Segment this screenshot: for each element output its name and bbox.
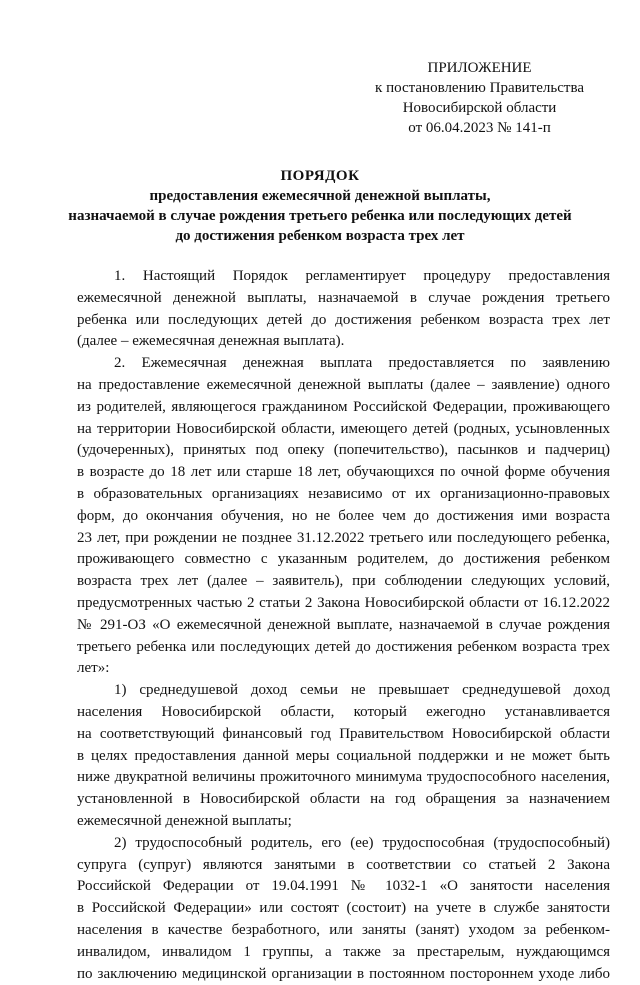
paragraph-line: в образовательных организациях независимо от их организационно-правовых bbox=[77, 484, 610, 506]
paragraph-line: проживающего совместно с указанным родителем, до достижения ребенком bbox=[77, 549, 610, 571]
paragraph-line: 23 лет, при рождении не позднее 31.12.2022 третьего или последующего ребенка, bbox=[77, 528, 610, 550]
paragraph-line: в целях предоставления данной меры социальной поддержки и не может быть bbox=[77, 746, 610, 768]
paragraph-line: на предоставление ежемесячной денежной выплаты (далее – заявление) одного bbox=[77, 375, 610, 397]
paragraph bbox=[77, 266, 610, 353]
paragraph-line: супруга (супруг) являются занятыми в соответствии со статьей 2 Закона bbox=[77, 855, 610, 877]
paragraph-line: № 291-ОЗ «О ежемесячной денежной выплате, назначаемой в случае рождения bbox=[77, 615, 610, 637]
paragraph-line: (далее – ежемесячная денежная выплата). bbox=[77, 331, 610, 353]
paragraph-line: ежемесячной денежной выплаты, назначаемой в случае рождения третьего bbox=[77, 288, 610, 310]
paragraph-line: из родителей, являющегося гражданином Российской Федерации, проживающего bbox=[77, 397, 610, 419]
paragraph-line: форм, до окончания обучения, но не более чем до достижения ими возраста bbox=[77, 506, 610, 528]
paragraph-line: населения Новосибирской области, который ежегодно устанавливается bbox=[77, 702, 610, 724]
appendix-title: ПРИЛОЖЕНИЕ bbox=[375, 58, 584, 78]
paragraph bbox=[77, 353, 610, 680]
document-body bbox=[77, 266, 610, 985]
paragraph bbox=[77, 680, 610, 833]
paragraph-line: предусмотренных частью 2 статьи 2 Закона Новосибирской области от 16.12.2022 bbox=[77, 593, 610, 615]
paragraph-line: Российской Федерации от 19.04.1991 № 1032-1 «О занятости населения bbox=[77, 876, 610, 898]
document-subtitle-line: до достижения ребенком возраста трех лет bbox=[40, 226, 600, 246]
appendix-block bbox=[375, 58, 584, 138]
paragraph-line: ребенка или последующих детей до достижения ребенком возраста трех лет bbox=[77, 310, 610, 332]
paragraph-line: населения в качестве безработного, или заняты (занят) уходом за ребенком- bbox=[77, 920, 610, 942]
appendix-line: к постановлению Правительства bbox=[375, 78, 584, 98]
paragraph-line: на территории Новосибирской области, имеющего детей (родных, усыновленных bbox=[77, 419, 610, 441]
document-title: ПОРЯДОК bbox=[40, 166, 600, 186]
paragraph-line: ежемесячной денежной выплаты; bbox=[77, 811, 610, 833]
paragraph-line: лет»: bbox=[77, 658, 610, 680]
document-subtitle-line: назначаемой в случае рождения третьего ребенка или последующих детей bbox=[40, 206, 600, 226]
document-title-block bbox=[40, 166, 600, 246]
paragraph bbox=[77, 833, 610, 985]
paragraph-line: 2) трудоспособный родитель, его (ее) трудоспособная (трудоспособный) bbox=[77, 833, 610, 855]
paragraph-line: инвалидом, инвалидом 1 группы, а также за престарелым, нуждающимся bbox=[77, 942, 610, 964]
paragraph-line: третьего ребенка или последующих детей до достижения ребенком возраста трех bbox=[77, 637, 610, 659]
document-subtitle-line: предоставления ежемесячной денежной выплаты, bbox=[40, 186, 600, 206]
paragraph-line: в возрасте до 18 лет или старше 18 лет, обучающихся по очной форме обучения bbox=[77, 462, 610, 484]
paragraph-line: ниже двукратной величины прожиточного минимума трудоспособного населения, bbox=[77, 767, 610, 789]
appendix-line: Новосибирской области bbox=[375, 98, 584, 118]
paragraph-line: в Российской Федерации» или состоят (состоит) на учете в службе занятости bbox=[77, 898, 610, 920]
paragraph-line: возраста трех лет (далее – заявитель), при соблюдении следующих условий, bbox=[77, 571, 610, 593]
paragraph-line: на соответствующий финансовый год Правительством Новосибирской области bbox=[77, 724, 610, 746]
paragraph-line: 1. Настоящий Порядок регламентирует процедуру предоставления bbox=[77, 266, 610, 288]
appendix-line: от 06.04.2023 № 141-п bbox=[375, 118, 584, 138]
paragraph-line: установленной в Новосибирской области на год обращения за назначением bbox=[77, 789, 610, 811]
paragraph-line: по заключению медицинской организации в постоянном постороннем уходе либо bbox=[77, 964, 610, 985]
paragraph-line: 1) среднедушевой доход семьи не превышает среднедушевой доход bbox=[77, 680, 610, 702]
paragraph-line: (удочеренных), принятых под опеку (попечительство), пасынков и падчериц) bbox=[77, 440, 610, 462]
paragraph-line: 2. Ежемесячная денежная выплата предоставляется по заявлению bbox=[77, 353, 610, 375]
